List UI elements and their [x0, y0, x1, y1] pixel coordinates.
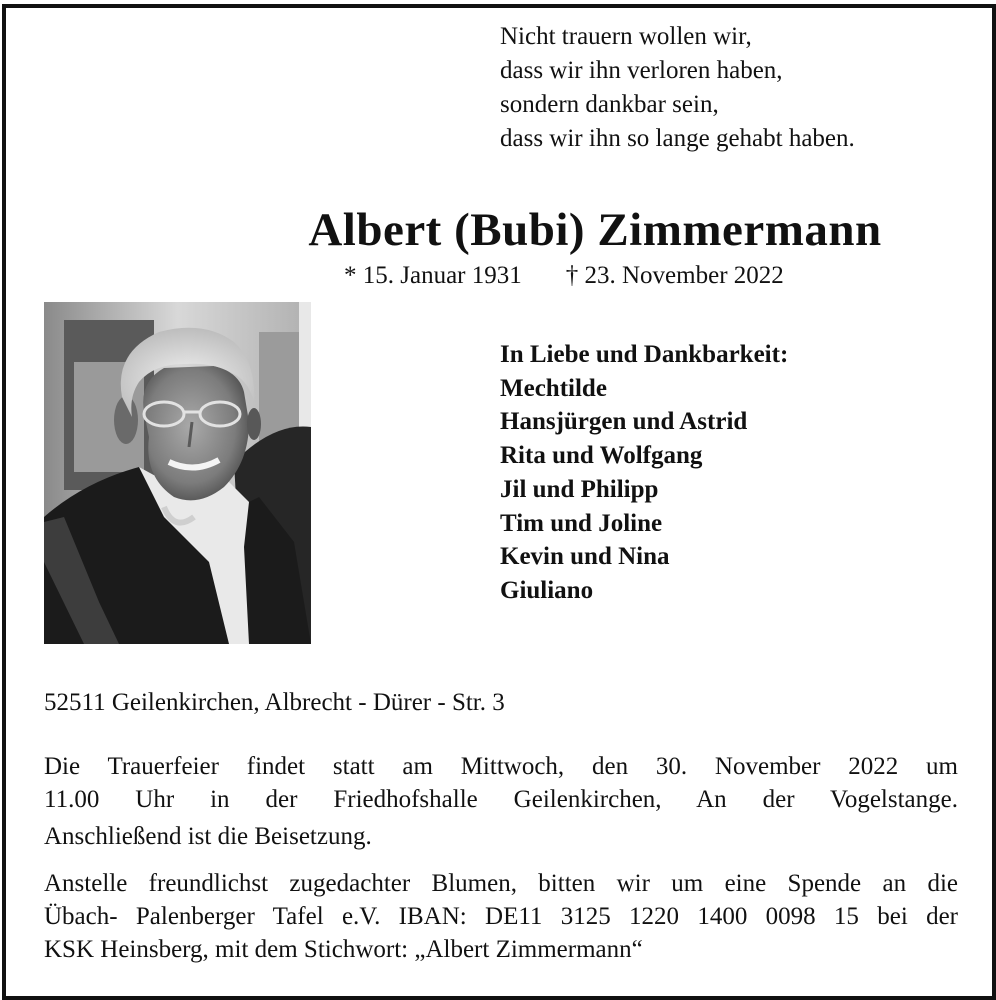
- ceremony-line: Anschließend ist die Beisetzung.: [44, 823, 372, 850]
- address: 52511 Geilenkirchen, Albrecht - Dürer - Str. 3: [44, 689, 505, 716]
- family-member: Hansjürgen und Astrid: [500, 408, 748, 436]
- deceased-name: Albert (Bubi) Zimmermann: [308, 204, 882, 256]
- poem-line: Nicht trauern wollen wir,: [500, 23, 752, 50]
- family-member: Mechtilde: [500, 374, 607, 402]
- ceremony-text-end: [44, 820, 958, 853]
- family-member: Rita und Wolfgang: [500, 442, 703, 470]
- poem-line: sondern dankbar sein,: [500, 91, 719, 118]
- ceremony-text: [44, 750, 958, 816]
- poem-line: dass wir ihn so lange gehabt haben.: [500, 125, 855, 152]
- life-dates: [344, 262, 784, 290]
- portrait-photo: [44, 302, 311, 644]
- poem-line: dass wir ihn verloren haben,: [500, 57, 783, 84]
- death-date: † 23. November 2022: [565, 262, 784, 289]
- poem: [500, 20, 855, 156]
- ceremony-line: Die Trauerfeier findet statt am Mittwoch, den 30. November 2022 um: [44, 753, 958, 780]
- family-list: [500, 338, 788, 608]
- donation-line: Anstelle freundlichst zugedachter Blumen, bitten wir um eine Spende an die: [44, 870, 958, 897]
- family-member: Jil und Philipp: [500, 475, 659, 503]
- family-heading: In Liebe und Dankbarkeit:: [500, 341, 789, 368]
- family-member: Giuliano: [500, 576, 594, 604]
- family-member: Tim und Joline: [500, 509, 663, 537]
- birth-date: * 15. Januar 1931: [344, 262, 522, 289]
- donation-line: KSK Heinsberg, mit dem Stichwort: „Albert Zimmermann“: [44, 936, 643, 963]
- ceremony-line: 11.00 Uhr in der Friedhofshalle Geilenkirchen, An der Vogelstange.: [44, 786, 958, 813]
- family-member: Kevin und Nina: [500, 543, 670, 571]
- donation-line: Übach- Palenberger Tafel e.V. IBAN: DE11 3125 1220 1400 0098 15 bei der: [44, 903, 958, 930]
- donation-text: [44, 867, 958, 966]
